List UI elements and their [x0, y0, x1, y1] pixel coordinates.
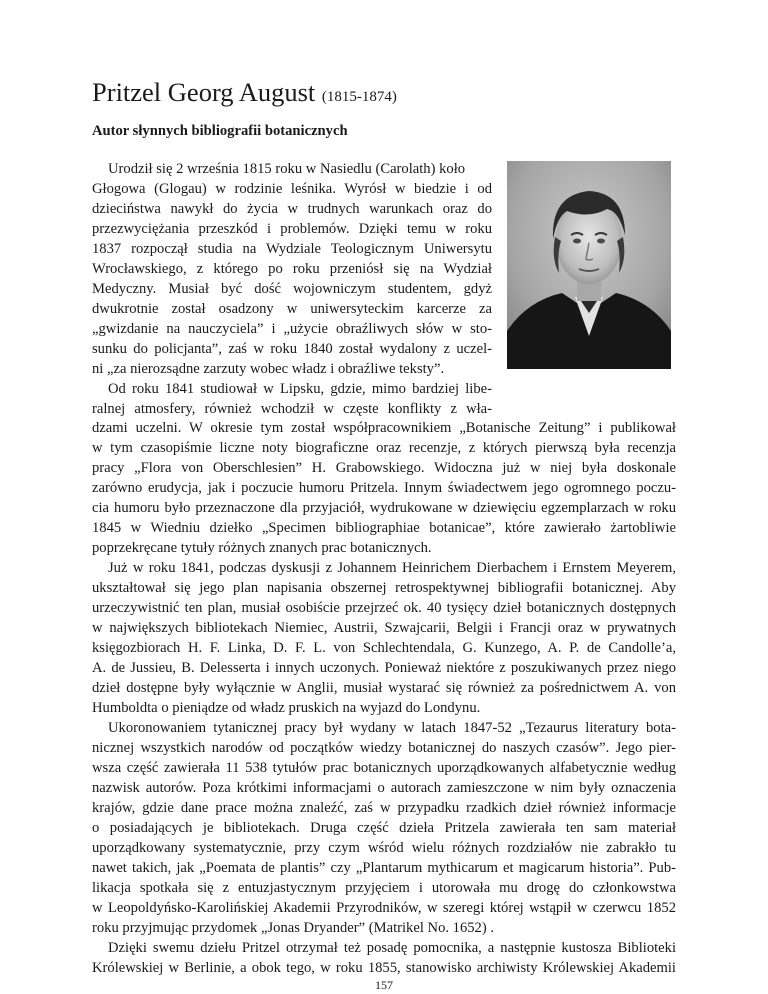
- life-years: (1815-1874): [321, 89, 397, 105]
- body-line: dzami uczelni. W okresie tym został współpracownikiem „Botanische Zeitung” i publikował: [92, 420, 676, 436]
- body-line: Humboldta o pieniądze od władz pruskich na wyjazd do Londynu.: [92, 700, 481, 716]
- page-number: 157: [375, 978, 393, 992]
- portrait-photo: [507, 161, 671, 369]
- body-line: zarówno erudycja, jak i poczucie humoru Pritzela. Innym świadectwem jego ogromnego poczu-: [92, 480, 676, 496]
- body-line: Głogowa (Glogau) w rodzinie leśnika. Wyrósł w biedzie i od: [92, 181, 492, 197]
- body-line: księgozbiorach H. F. Linka, D. F. L. von Schlechtendala, G. Kunzego, A. P. de Candolle’a,: [92, 640, 676, 656]
- page-title: [92, 76, 397, 113]
- body-line: Wrocławskiego, z którego po roku przeniósł się na Wydział: [92, 261, 492, 277]
- body-line: Od roku 1841 studiował w Lipsku, gdzie, mimo bardziej libe-: [108, 381, 492, 397]
- person-name: Pritzel Georg August: [92, 77, 316, 107]
- body-line: w największych bibliotekach Niemiec, Austrii, Szwajcarii, Belgii i Francji oraz w prywatnych: [92, 620, 676, 636]
- body-line: ralnej atmosfery, również wchodził w częste konflikty z wła-: [92, 401, 492, 417]
- body-line: roku przyjmując przydomek „Jonas Dryander” (Matrikel No. 1652) .: [92, 920, 495, 936]
- body-line: uporządkowany systematycznie, przy czym wśród wielu różnych rozdziałów nie zabrakło tu: [92, 840, 676, 856]
- body-line: przezwyciężania przeszkód i problemów. Dzięki temu w roku: [92, 221, 492, 237]
- body-line: dzieciństwa nawykł do życia w trudnych warunkach oraz do: [92, 201, 492, 217]
- body-line: w Leopoldyńsko-Karolińskiej Akademii Przyrodników, w szeregi której wstąpił w czerwcu 1852: [92, 900, 676, 916]
- body-line: cia humoru było przeznaczone dla przyjaciół, wydrukowane w dziewięciu egzemplarzach w roku: [92, 500, 676, 516]
- body-line: A. de Jussieu, B. Delesserta i innych uczonych. Ponieważ niektóre z poszukiwanych przez niego: [92, 660, 676, 676]
- section-subtitle: Autor słynnych bibliografii botanicznych: [92, 123, 348, 139]
- body-line: „gwizdanie na nauczyciela” i „użycie obraźliwych słów w sto-: [92, 321, 492, 337]
- body-line: 1837 rozpoczął studia na Wydziale Teologicznym Uniwersytu: [92, 241, 492, 257]
- body-line: pracy „Flora von Oberschlesien” H. Grabowskiego. Widoczna już w niej była doskonale: [92, 460, 676, 476]
- body-line: poprzekręcane tytuły różnych znanych prac botanicznych.: [92, 540, 432, 556]
- body-line: wsza część zawierała 11 538 tytułów prac botanicznych uporządkowanych alfabetycznie według: [92, 760, 676, 776]
- body-line: Już w roku 1841, podczas dyskusji z Johannem Heinrichem Dierbachem i Ernstem Meyerem,: [108, 560, 676, 576]
- body-line: Królewskiej w Berlinie, a obok tego, w roku 1855, stanowisko archiwisty Królewskiej Akademii: [92, 960, 676, 976]
- body-line: Urodził się 2 września 1815 roku w Nasiedlu (Carolath) koło: [108, 161, 466, 177]
- body-line: sunku do policjanta”, zaś w roku 1840 został wydalony z uczel-: [92, 341, 492, 357]
- body-line: urzeczywistnić ten plan, musiał osobiście przejrzeć ok. 40 tysięcy dzieł botanicznych dostępnych: [92, 600, 676, 616]
- body-line: nawet takich, jak „Poemata de plantis” czy „Plantarum mythicarum et magicarum historia”. Pub-: [92, 860, 676, 876]
- body-line: ni „za nierozsądne zarzuty wobec władz i obraźliwe teksty”.: [92, 361, 445, 377]
- body-line: Dzięki swemu dziełu Pritzel otrzymał też posadę pomocnika, a następnie kustosza Biblioteki: [108, 940, 676, 956]
- body-line: dzieł dostępne były wyłącznie w Anglii, musiał wystarać się również za pośrednictwem A. von: [92, 680, 676, 696]
- body-line: Ukoronowaniem tytanicznej pracy był wydany w latach 1847-52 „Tezaurus literatury bota-: [108, 720, 676, 736]
- body-line: nazwisk autorów. Poza krótkimi informacjami o autorach zamieszczone w nim były oznaczenia: [92, 780, 676, 796]
- body-line: nicznej wszystkich narodów od początków wiedzy botanicznej do naszych czasów”. Jego pier-: [92, 740, 676, 756]
- body-line: o posiadających je bibliotekach. Druga część dzieła Pritzela zawierała ten sam materiał: [92, 820, 676, 836]
- body-line: w tym czasopiśmie liczne noty biograficzne oraz recenzje, z których pierwszą była recenzja: [92, 440, 676, 456]
- body-line: krajów, gdzie dane prace można znaleźć, zaś w przypadku rzadkich dzieł również informacje: [92, 800, 676, 816]
- body-line: Medyczny. Musiał być dość wojowniczym studentem, gdyż: [92, 281, 492, 297]
- body-line: ukształtował się jego plan napisania obszernej retrospektywnej bibliografii botanicznej. Aby: [92, 580, 676, 596]
- body-line: dwukrotnie został osadzony w uniwersyteckim karcerze za: [92, 301, 492, 317]
- body-line: likacja spotkała się z entuzjastycznym przyjęciem i utorowała mu drogę do członkowstwa: [92, 880, 676, 896]
- body-line: 1845 w Wiedniu dziełko „Specimen bibliographiae botanicae”, które zawierało żartobliwie: [92, 520, 676, 536]
